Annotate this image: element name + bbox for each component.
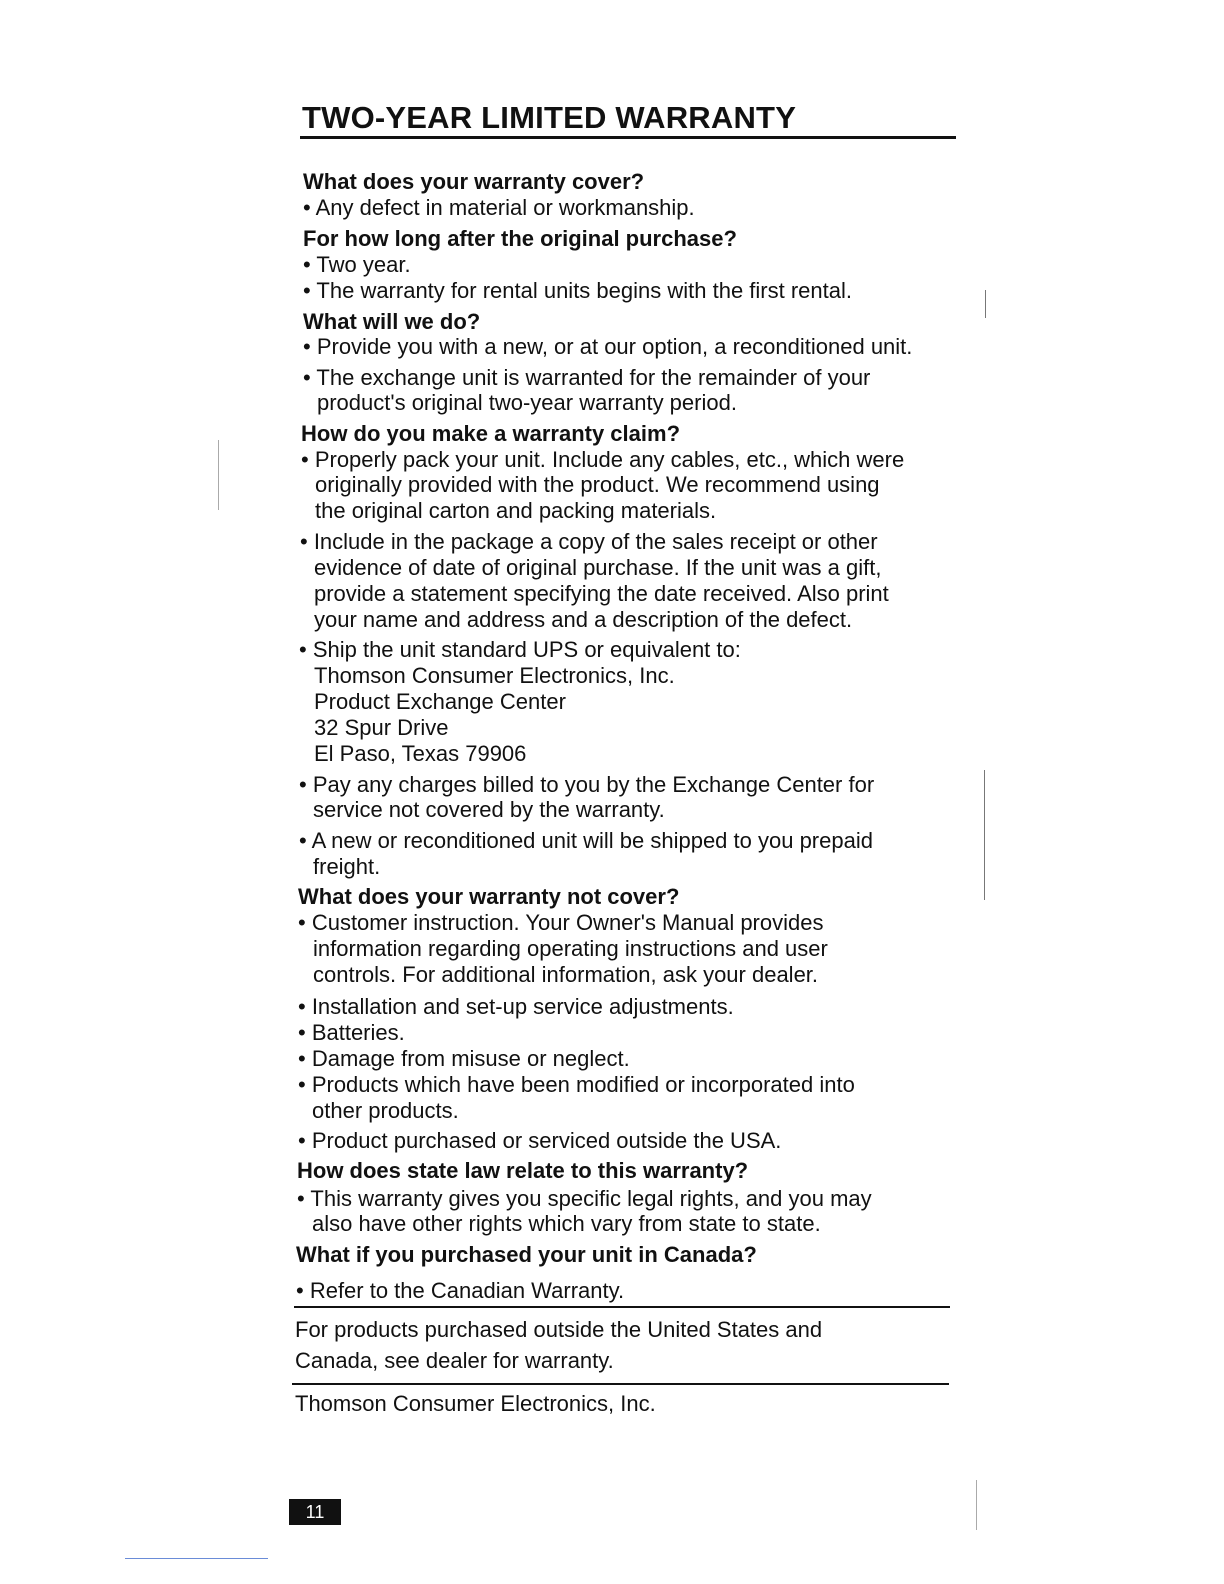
- claim-bullet-4-line-2: service not covered by the warranty.: [313, 797, 665, 822]
- claim-bullet-1-line-2: originally provided with the product. We recommend using: [315, 472, 880, 497]
- claim-bullet-2-line-4: your name and address and a description of the defect.: [314, 607, 853, 632]
- claim-bullet-2-line-1: • Include in the package a copy of the sales receipt or other: [300, 529, 878, 554]
- claim-bullet-1-line-1: • Properly pack your unit. Include any cables, etc., which were: [301, 447, 905, 472]
- section-divider: [294, 1306, 950, 1308]
- scan-speck: [976, 1480, 977, 1530]
- not-covered-bullet-5-line-1: • Products which have been modified or incorporated into: [298, 1072, 855, 1097]
- claim-bullet-4-line-1: • Pay any charges billed to you by the Exchange Center for: [299, 772, 875, 797]
- law-bullet-line-1: • This warranty gives you specific legal rights, and you may: [297, 1186, 872, 1211]
- address-line-4: El Paso, Texas 79906: [314, 741, 527, 766]
- claim-bullet-3: • Ship the unit standard UPS or equivalent to:: [299, 637, 741, 662]
- not-covered-bullet-2: • Installation and set-up service adjustments.: [298, 994, 734, 1019]
- scan-speck: [218, 440, 219, 510]
- length-bullet-1: • Two year.: [303, 252, 411, 277]
- scan-artifact-line: [125, 1558, 268, 1559]
- address-line-2: Product Exchange Center: [314, 689, 566, 714]
- not-covered-bullet-1-line-2: information regarding operating instructions and user: [313, 936, 828, 961]
- page-number: 11: [289, 1499, 341, 1525]
- claim-bullet-5-line-2: freight.: [313, 854, 381, 879]
- outside-note-line-1: For products purchased outside the United States and: [295, 1317, 823, 1342]
- do-bullet-2-line-1: • The exchange unit is warranted for the remainder of your: [303, 365, 871, 390]
- claim-bullet-2-line-2: evidence of date of original purchase. If the unit was a gift,: [314, 555, 882, 580]
- heading-canada: What if you purchased your unit in Canada?: [296, 1242, 757, 1267]
- not-covered-bullet-5-line-2: other products.: [312, 1098, 459, 1123]
- canada-bullet: • Refer to the Canadian Warranty.: [296, 1278, 625, 1303]
- heading-state-law: How does state law relate to this warranty?: [297, 1158, 749, 1183]
- not-covered-bullet-6: • Product purchased or serviced outside the USA.: [298, 1128, 782, 1153]
- law-bullet-line-2: also have other rights which vary from state to state.: [312, 1211, 821, 1236]
- outside-note-line-2: Canada, see dealer for warranty.: [295, 1348, 614, 1373]
- page-title: TWO-YEAR LIMITED WARRANTY: [302, 100, 797, 135]
- length-bullet-2: • The warranty for rental units begins with the first rental.: [303, 278, 852, 303]
- not-covered-bullet-1-line-1: • Customer instruction. Your Owner's Manual provides: [298, 910, 824, 935]
- scan-speck: [984, 770, 985, 900]
- claim-bullet-1-line-3: the original carton and packing materials.: [315, 498, 717, 523]
- do-bullet-2-line-2: product's original two-year warranty period.: [317, 390, 737, 415]
- heading-claim: How do you make a warranty claim?: [301, 421, 681, 446]
- heading-what-we-do: What will we do?: [303, 309, 481, 334]
- not-covered-bullet-3: • Batteries.: [298, 1020, 405, 1045]
- coverage-bullet: • Any defect in material or workmanship.: [303, 195, 695, 220]
- not-covered-bullet-1-line-3: controls. For additional information, ask your dealer.: [313, 962, 819, 987]
- heading-length: For how long after the original purchase?: [303, 226, 737, 251]
- address-line-3: 32 Spur Drive: [314, 715, 449, 740]
- company-name: Thomson Consumer Electronics, Inc.: [295, 1391, 656, 1416]
- heading-coverage: What does your warranty cover?: [303, 169, 645, 194]
- claim-bullet-2-line-3: provide a statement specifying the date received. Also print: [314, 581, 889, 606]
- address-line-1: Thomson Consumer Electronics, Inc.: [314, 663, 675, 688]
- title-underline: [300, 136, 956, 139]
- claim-bullet-5-line-1: • A new or reconditioned unit will be shipped to you prepaid: [299, 828, 873, 853]
- do-bullet-1: • Provide you with a new, or at our option, a reconditioned unit.: [303, 334, 913, 359]
- scan-speck: [985, 290, 986, 318]
- heading-not-covered: What does your warranty not cover?: [298, 884, 680, 909]
- footer-divider: [292, 1383, 949, 1385]
- not-covered-bullet-4: • Damage from misuse or neglect.: [298, 1046, 630, 1071]
